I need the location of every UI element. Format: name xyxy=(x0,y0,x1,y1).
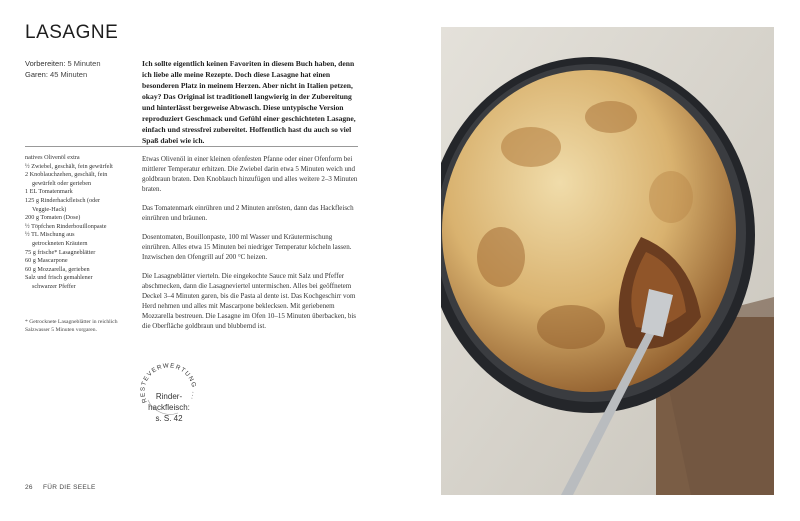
ingredient-item: 75 g frische* Lasagneblätter xyxy=(25,248,96,256)
ingredient-item: 1 EL Tomatenmark xyxy=(25,188,73,196)
lasagne-photo xyxy=(441,27,774,495)
ingredient-item: gewürfelt oder gerieben xyxy=(32,179,92,187)
page-footer xyxy=(25,484,96,491)
browned-spot xyxy=(537,305,605,349)
prep-label: Vorbereiten: xyxy=(25,59,66,68)
ingredient-item: 200 g Tomaten (Dose) xyxy=(25,214,81,222)
ingredient-item: ½ TL Mischung aus xyxy=(25,231,75,239)
ingredient-item: Salz und frisch gemahlener xyxy=(25,274,93,282)
ingredient-item: 60 g Mascarpone xyxy=(25,257,68,265)
cook-time xyxy=(25,69,100,80)
badge-line: s. S. 42 xyxy=(155,414,183,423)
section-divider xyxy=(25,146,358,147)
ingredient-item: schwarzer Pfeffer xyxy=(32,282,76,290)
step-paragraph: Etwas Olivenöl in einer kleinen ofenfesten Pfanne oder einer Ofenform bei mittlerer Temperatur erhitzen. Die Zwiebel darin etwa 5 Minuten weich und goldbraun braten. Den Knoblauch hinzufügen und alles weitere 2–3 Minuten braten. xyxy=(142,155,358,194)
recipe-title: LASAGNE xyxy=(25,22,119,43)
ingredient-item: getrockneten Kräutern xyxy=(32,239,88,247)
badge-line: Rinder- xyxy=(155,392,183,401)
badge-ring-label: RESTEVERWERTUNG ... xyxy=(139,362,198,404)
step-paragraph: Dosentomaten, Bouillonpaste, 100 ml Wasser und Kräutermischung einrühren. Alles etwa 15 Minuten bei niedriger Temperatur köcheln lassen. Inzwischen den Ofengrill auf 200 °C heizen. xyxy=(142,232,352,261)
cook-label: Garen: xyxy=(25,70,48,79)
browned-spot xyxy=(585,101,637,133)
ingredient-item: Veggie-Hack) xyxy=(32,205,67,213)
ingredient-item: 60 g Mozzarella, gerieben xyxy=(25,265,90,273)
badge-line: hackfleisch: xyxy=(148,403,190,412)
browned-spot xyxy=(477,227,525,287)
ingredient-item: 2 Knoblauchzehen, geschält, fein xyxy=(25,171,108,179)
step-paragraph: Das Tomatenmark einrühren und 2 Minuten anrösten, dann das Hackfleisch einrühren und bräunen. xyxy=(142,203,354,223)
browned-spot xyxy=(501,127,561,167)
prep-time xyxy=(25,58,100,69)
ingredient-list xyxy=(25,154,137,292)
ingredient-item: ½ Töpfchen Rinderbouillonpaste xyxy=(25,222,107,230)
page-number: 26 xyxy=(25,484,33,491)
badge-reference xyxy=(138,391,200,424)
ingredient-item: natives Olivenöl extra xyxy=(25,154,80,161)
time-info xyxy=(25,58,100,80)
cook-value: 45 Minuten xyxy=(50,70,88,79)
footnote: * Getrocknete Lasagneblätter in reichlich Salzwasser 5 Minuten vorgaren. xyxy=(25,319,118,333)
method-steps xyxy=(142,154,358,340)
step-paragraph: Die Lasagneblätter vierteln. Die eingekochte Sauce mit Salz und Pfeffer abschmecken, dann die Lasagneviertel untermischen. Alles bei geöffnetem Deckel 3–4 Minuten garen, bis die Pasta al dente ist. Das Kochgeschirr vom Herd nehmen und alles mit Mascarpone beklecksen. Mit geriebenem Mozzarella bestreuen. Die Lasagne im Ofen 10–15 Minuten überbacken, bis die Oberfläche goldbraun und blubbernd ist. xyxy=(142,271,357,331)
leftover-badge xyxy=(138,360,228,450)
intro-text: Ich sollte eigentlich keinen Favoriten in diesem Buch haben, denn ich liebe alle meine Rezepte. Doch diese Lasagne hat einen besonderen Platz in meinem Herzen. Aber nicht in Italien petzen, okay? Das Original ist traditionell langwierig in der Zubereitung und hinterlässt bergeweise Abwasch. Diese untypische Version reproduziert Geschmack und Gefühl einer geschichteten Lasagne, einfach und stressfrei zubereitet. Hoffentlich hast du auch so viel Spaß dabei wie ich. xyxy=(142,59,356,145)
section-name: FÜR DIE SEELE xyxy=(42,484,96,491)
ingredient-item: 125 g Rinderhackfleisch (oder xyxy=(25,196,101,204)
prep-value: 5 Minuten xyxy=(67,59,101,68)
ingredient-item: ½ Zwiebel, geschält, fein gewürfelt xyxy=(25,162,113,170)
browned-spot xyxy=(649,171,693,223)
